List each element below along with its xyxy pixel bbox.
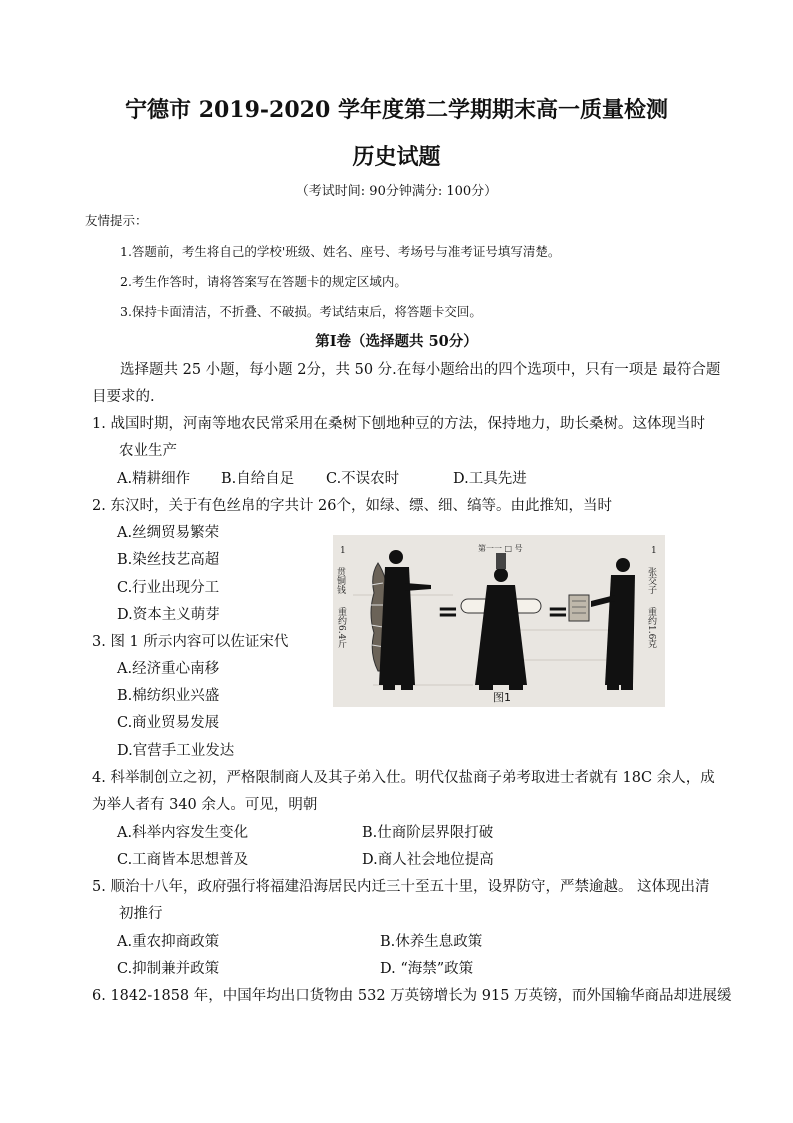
section-heading: 第Ⅰ卷（选择题共 50分） [315, 333, 478, 350]
fig-left-label-3: 重约6.4斤 [336, 607, 346, 649]
fig-left-label-1: 1 [340, 546, 346, 556]
fig-equals-1: = [437, 597, 459, 627]
exam-title: 宁德市 2019-2020 学年度第二学期期末高一质量检测 [125, 97, 668, 123]
q3-option-a: A.经济重心南移 [117, 661, 220, 677]
q5-stem-line2: 初推行 [119, 906, 163, 922]
q1-option-c: C.不误农时 [326, 471, 400, 487]
fig-right-label-1: 1 [651, 546, 657, 556]
q2-option-b: B.染丝技艺高超 [117, 552, 220, 568]
notice-item-3: 3.保持卡面清洁，不折叠、不破损。考试结束后，将答题卡交回。 [120, 304, 482, 319]
q1-stem-line2: 农业生产 [119, 443, 177, 459]
q3-option-c: C.商业贸易发展 [117, 715, 220, 731]
q1-option-a: A.精耕细作 [117, 471, 191, 487]
q2-option-d: D.资本主义萌芽 [117, 607, 220, 623]
fig-equals-2: = [547, 597, 569, 627]
section-intro-line2: 目要求的. [92, 389, 155, 405]
exam-info: （考试时间: 90分钟满分: 100分） [295, 184, 498, 199]
notice-item-1: 1.答题前，考生将自己的学校'班级、姓名、座号、考场号与准考证号填写清楚。 [120, 244, 561, 259]
fig-left-label-2: 贯铜钱 [335, 567, 345, 594]
q1-option-b: B.自给自足 [221, 471, 295, 487]
q4-option-a: A.科举内容发生变化 [117, 825, 249, 841]
q5-option-c: C.抑制兼并政策 [117, 961, 220, 977]
q1-stem-line1: 1. 战国时期，河南等地农民常采用在桑树下刨地种豆的方法，保持地力，助长桑树。这体现当时 [92, 416, 705, 432]
q4-option-d: D.商人社会地位提高 [362, 852, 494, 868]
fig-right-label-2: 张交子 [646, 567, 656, 594]
q3-option-d: D.官营手工业发达 [117, 743, 235, 759]
q6-stem-line1: 6. 1842-1858 年，中国年均出口货物由 532 万英镑增长为 915 万英镑，而外国输华商品却进展缓 [92, 988, 732, 1004]
q4-stem-line1: 4. 科举制创立之初，严格限制商人及其子弟入仕。明代仅盐商子弟考取进士者就有 18C 余人，成 [92, 770, 715, 786]
q1-option-d: D.工具先进 [453, 471, 527, 487]
q3-stem-line1: 3. 图 1 所示内容可以佐证宋代 [92, 634, 289, 650]
q4-option-c: C.工商皆本思想普及 [117, 852, 249, 868]
fig-right-label-3: 重约1.6克 [646, 607, 656, 649]
q2-stem-line1: 2. 东汉时，关于有色丝帛的字共计 26个，如绿、缥、细、缟等。由此推知，当时 [92, 498, 613, 514]
figure-caption: 图1 [493, 691, 511, 704]
q5-option-a: A.重农抑商政策 [117, 934, 220, 950]
q3-option-b: B.棉纺织业兴盛 [117, 688, 220, 704]
q4-stem-line2: 为举人者有 340 余人。可见，明朝 [92, 797, 318, 813]
q5-option-d: D. “海禁”政策 [380, 961, 474, 977]
notice-item-2: 2.考生作答时，请将答案写在答题卡的规定区域内。 [120, 274, 407, 289]
notice-heading: 友情提示： [85, 213, 148, 228]
fig-top-label: 第一一 □ 号 [478, 544, 523, 553]
figure-1 [333, 535, 665, 707]
section-intro-line1: 选择题共 25 小题，每小题 2分，共 50 分.在每小题给出的四个选项中，只有一项是 最符合题 [120, 362, 721, 378]
q2-option-c: C.行业出现分工 [117, 580, 220, 596]
q4-option-b: B.仕商阶层界限打破 [362, 825, 494, 841]
q2-option-a: A.丝绸贸易繁荣 [117, 525, 220, 541]
q5-option-b: B.休养生息政策 [380, 934, 483, 950]
subject-title: 历史试题 [352, 144, 441, 170]
q5-stem-line1: 5. 顺治十八年，政府强行将福建沿海居民内迁三十至五十里，设界防守，严禁逾越。 这体现出清 [92, 879, 710, 895]
